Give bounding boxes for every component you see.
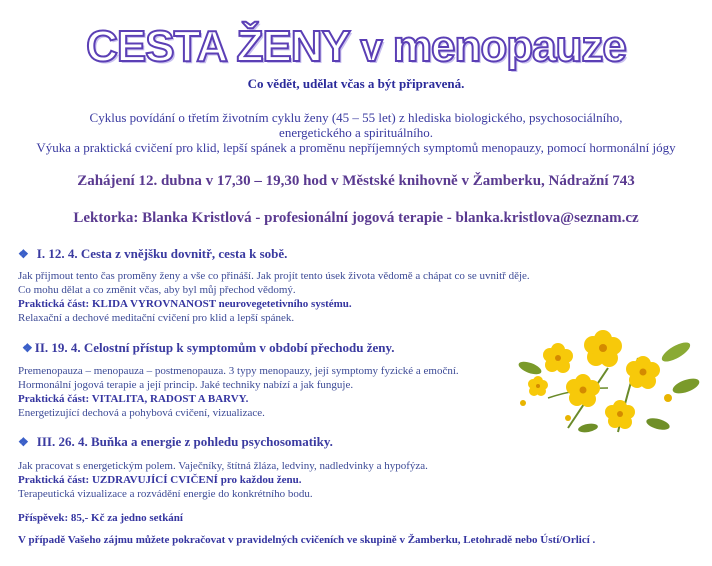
section-2-line-1: Premenopauza – menopauza – postmenopauza. 3 typy menopauzy, její symptomy fyzické a emoční. <box>18 365 459 377</box>
practical-text: UZDRAVUJÍCÍ CVIČENÍ pro každou ženu. <box>89 474 302 486</box>
section-2-heading: II. 19. 4. Celostní přístup k symptomům v období přechodu ženy. <box>34 340 395 355</box>
section-2-title <box>22 340 395 356</box>
practical-label: Praktická část: <box>18 393 90 405</box>
section-3-practical <box>18 474 302 486</box>
section-1-line-2: Co mohu dělat a co změnit včas, aby byl můj přechod vědomý. <box>18 284 296 296</box>
section-3-title <box>18 434 333 450</box>
diamond-bullet-icon: ❖ <box>18 247 29 261</box>
practical-text: VITALITA, RADOST A BARVY. <box>89 393 249 405</box>
practical-label: Praktická část: <box>18 298 90 310</box>
yellow-flower-image <box>508 328 700 440</box>
intro-line-1: Cyklus povídání o třetím životním cyklu ženy (45 – 55 let) z hlediska biologického, psychosociálního, <box>89 110 623 125</box>
section-1-practical <box>18 298 352 310</box>
flower-illustration <box>508 328 700 440</box>
section-1-title <box>18 246 287 262</box>
subtitle: Co vědět, udělat včas a být připravená. <box>247 76 465 91</box>
section-1-extra: Relaxační a dechové meditační cvičení pro klid a lepší spánek. <box>18 312 295 324</box>
title-main: CESTA ŽENY <box>86 22 350 71</box>
section-2-line-2: Hormonální jogová terapie a její princip. Jaké techniky nabízí a jak funguje. <box>18 379 354 391</box>
section-1-heading: I. 12. 4. Cesta z vnějšku dovnitř, cesta k sobě. <box>36 246 288 261</box>
section-2-practical <box>18 393 248 405</box>
practical-label: Praktická část: <box>18 474 90 486</box>
intro-line-2: energetického a spirituálního. <box>279 125 433 140</box>
practical-text: KLIDA VYROVNANOST neurovegetetivního systému. <box>89 298 352 310</box>
fee-info: Příspěvek: 85,- Kč za jedno setkání <box>18 512 183 524</box>
section-3-line-1: Jak pracovat s energetickým polem. Vaječníky, štítná žláza, ledviny, nadledvinky a hypofýza. <box>18 460 428 472</box>
section-3-extra: Terapeutická vizualizace a rozvádění energie do konkrétního bodu. <box>18 488 313 500</box>
title-v: v <box>360 26 382 70</box>
section-2-extra: Energetizující dechová a pohybová cvičení, vizualizace. <box>18 407 265 419</box>
opening-info: Zahájení 12. dubna v 17,30 – 19,30 hod v Městské knihovně v Žamberku, Nádražní 743 <box>77 173 635 189</box>
footer-note: V případě Vašeho zájmu můžete pokračovat v pravidelných cvičeních ve skupině v Žamberku, Letohradě nebo Ústí/Orlicí . <box>18 534 596 546</box>
section-3-heading: III. 26. 4. Buňka a energie z pohledu psychosomatiky. <box>36 434 333 449</box>
diamond-bullet-icon: ❖ <box>18 435 29 449</box>
section-1-line-1: Jak přijmout tento čas proměny ženy a vše co přináší. Jak projít tento úsek života vědomě a chápat co se uvnitř děje. <box>18 270 530 282</box>
lecturer-info: Lektorka: Blanka Kristlová - profesionální jogová terapie - blanka.kristlova@seznam.cz <box>73 210 639 226</box>
intro-line-3: Výuka a praktická cvičení pro klid, lepší spánek a proměnu nepříjemných symptomů menopauzy, pomocí hormonální jógy <box>36 140 676 155</box>
document-title <box>0 22 712 72</box>
diamond-bullet-icon: ❖ <box>22 341 33 355</box>
title-end: menopauze <box>392 22 626 71</box>
